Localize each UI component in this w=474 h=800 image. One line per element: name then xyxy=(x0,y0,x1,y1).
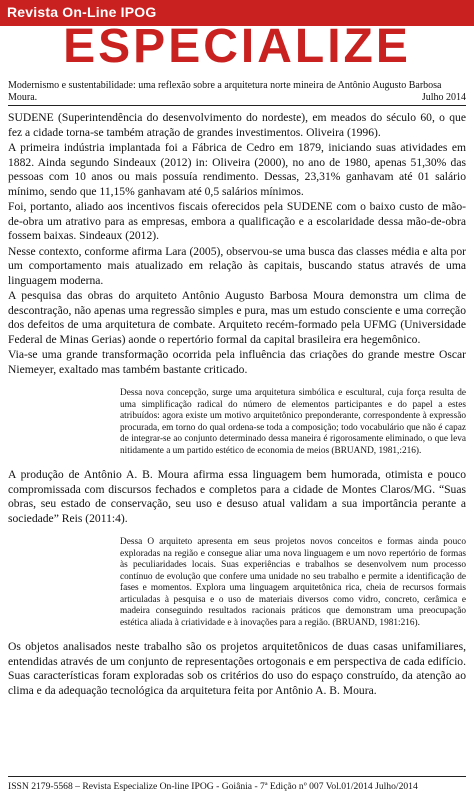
paragraph: SUDENE (Superintendência do desenvolvimento do nordeste), em meados do século 60, o que fez a cidade torna-se também atração de grandes investimentos. Oliveira (1996). xyxy=(8,111,466,139)
paragraph: Via-se uma grande transformação ocorrida pela influência das criações do grande mestre Oscar Niemeyer, exaltado mas também bastante criticado. xyxy=(8,348,466,376)
paragraph: A primeira indústria implantada foi a Fábrica de Cedro em 1879, iniciando suas atividades em 1882. Ainda segundo Sindeaux (2012) in: Oliveira (2000), no ano de 1980, apenas 51,30% das pessoas com 10 anos ou mais possuía rendimento. Dessas, 23,31% ganhavam até 01 salário mínimo, sendo que 11,15% ganhavam até 0,5 salários mínimos. xyxy=(8,141,466,198)
block-quote: Dessa nova concepção, surge uma arquitetura simbólica e escultural, cuja força resulta de uma simplificação radical do número de elementos participantes e do papel a estes atribuídos: agora existe um motivo arquitetônico preponderante, correspondente à expressão procurada, em torno do qual ordena-se toda a composição; todo vocabulário que não é capaz de integrar-se ao conjunto determinado dessa maneira é rigorosamente eliminado, o que leva nitidamente a um partido estético de economia de meios (BRUAND, 1981,:216). xyxy=(120,388,466,456)
paragraph: Os objetos analisados neste trabalho são os projetos arquitetônicos de duas casas unifamiliares, entendidas através de um conjunto de representações ortogonais e em perspectiva de cada edifício. Suas características foram exploradas sob os critérios do uso do espaço construído, da atenção ao clima e da adequação tecnológica da arquitetura feita por Antônio A. B. Moura. xyxy=(8,640,466,697)
issue-date: Julho 2014 xyxy=(421,92,466,103)
article-title: Modernismo e sustentabilidade: uma reflexão sobre a arquitetura norte mineira de Antônio Augusto Barbosa Moura. xyxy=(8,80,442,103)
header-rule xyxy=(8,105,466,106)
block-quote: Dessa O arquiteto apresenta em seus projetos novos conceitos e formas ainda pouco exploradas na região e consegue aliar uma nova linguagem e um novo repertório de formas às peculiaridades locais. Suas experiências e trabalhos se desenvolvem num processo contínuo de evolução que confere uma unidade no seu trabalho e permite a identificação de fases e momentos. Explora uma linguagem arquitetônica rica, cheia de recursos formais articuladas à pesquisa e o uso de materiais diversos como vidro, concreto, cerâmica e madeira conseguindo resultados racionais práticos que demonstram uma preocupação estética aliada à criatividade e à inovações para a região. (BRUAND, 1981:216). xyxy=(120,537,466,628)
paragraph: A produção de Antônio A. B. Moura afirma essa linguagem bem humorada, otimista e pouco compromissada com discursos fechados e completos para a cidade de Montes Claros/MG. “Suas obras, seu estado de conservação, seu uso e desuso atual validam a sua importância perante a sociedade” Reis (2011:4). xyxy=(8,468,466,525)
magazine-label: Revista On-Line IPOG xyxy=(7,4,157,20)
footer-rule xyxy=(8,776,466,777)
paragraph: Nesse contexto, conforme afirma Lara (2005), observou-se uma busca das classes média e alta por um comportamento mais atualizado em relação às capitais, buscando status através de uma linguagem moderna. xyxy=(8,244,466,287)
paragraph: A pesquisa das obras do arquiteto Antônio Augusto Barbosa Moura demonstra um clima de descontração, não apenas uma regressão simples e pura, mas um estudo consciente e uma correção dos defeitos de uma arquitetura de combate. Arquiteto recém-formado pela UFMG (Universidade Federal de Minas Gerias) aonde o repertório formal da capital brasileira era hegemônico. xyxy=(8,289,466,346)
article-header xyxy=(8,80,466,104)
page-footer: ISSN 2179-5568 – Revista Especialize On-line IPOG - Goiânia - 7ª Edição nº 007 Vol.01/2014 Julho/2014 xyxy=(8,781,418,792)
paragraph: Foi, portanto, aliado aos incentivos fiscais oferecidos pela SUDENE com o baixo custo de mão-de-obra um atrativo para as empresas, embora a qualificação e a escolaridade dessa mão-de-obra fossem baixas. Sindeaux (2012). xyxy=(8,200,466,242)
article-body xyxy=(8,111,466,699)
masthead xyxy=(0,0,474,76)
especialize-logo: ESPECIALIZE xyxy=(63,20,411,73)
